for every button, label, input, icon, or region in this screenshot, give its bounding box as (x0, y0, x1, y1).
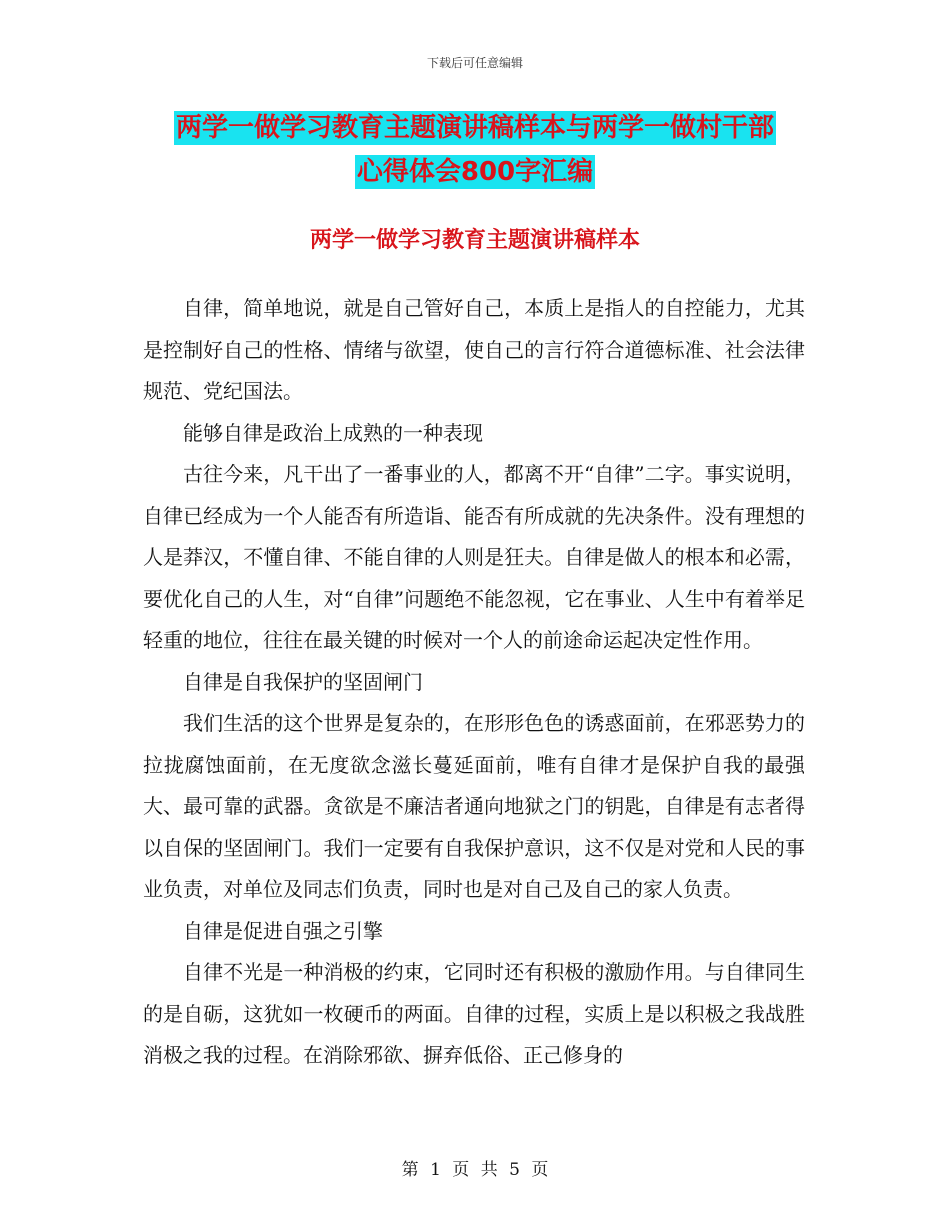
document-title-line-2 (0, 154, 950, 190)
title-highlight: 心得体会800字汇编 (356, 157, 594, 187)
paragraph: 自律，简单地说，就是自己管好自己，本质上是指人的自控能力，尤其是控制好自己的性格、情绪与欲望，使自己的言行符合道德标准、社会法律规范、党纪国法。 (143, 296, 805, 403)
paragraph: 自律不光是一种消极的约束，它同时还有积极的激励作用。与自律同生的是自砺，这犹如一枚硬币的两面。自律的过程，实质上是以积极之我战胜消极之我的过程。在消除邪欲、摒弃低俗、正己修身的 (143, 960, 805, 1067)
section-title: 两学一做学习教育主题演讲稿样本 (309, 228, 640, 253)
title-highlight: 两学一做学习教育主题演讲稿样本与两学一做村干部 (175, 113, 774, 143)
document-title-line-1 (0, 110, 950, 146)
paragraph: 我们生活的这个世界是复杂的，在形形色色的诱惑面前，在邪恶势力的拉拢腐蚀面前，在无度欲念滋长蔓延面前，唯有自律才是保护自我的最强大、最可靠的武器。贪欲是不廉洁者通向地狱之门的钥匙，自律是有志者得以自保的坚固闸门。我们一定要有自我保护意识，这不仅是对党和人民的事业负责，对单位及同志们负责，同时也是对自己及自己的家人负责。 (143, 711, 805, 901)
paragraph-heading: 自律是自我保护的坚固闸门 (183, 669, 423, 694)
paragraph: 古往今来，凡干出了一番事业的人，都离不开“自律”二字。事实说明，自律已经成为一个人能否有所造诣、能否有所成就的先决条件。没有理想的人是莽汉，不懂自律、不能自律的人则是狂夫。自律是做人的根本和必需，要优化自己的人生，对“自律”问题绝不能忽视，它在事业、人生中有着举足轻重的地位，往往在最关键的时候对一个人的前途命运起决定性作用。 (143, 462, 805, 652)
page-number: 第 1 页 共 5 页 (401, 1160, 549, 1180)
page-header-note: 下载后可任意编辑 (426, 56, 523, 70)
paragraph-heading: 自律是促进自强之引擎 (183, 918, 383, 943)
paragraph-heading: 能够自律是政治上成熟的一种表现 (183, 420, 483, 445)
body-text (143, 288, 805, 1077)
